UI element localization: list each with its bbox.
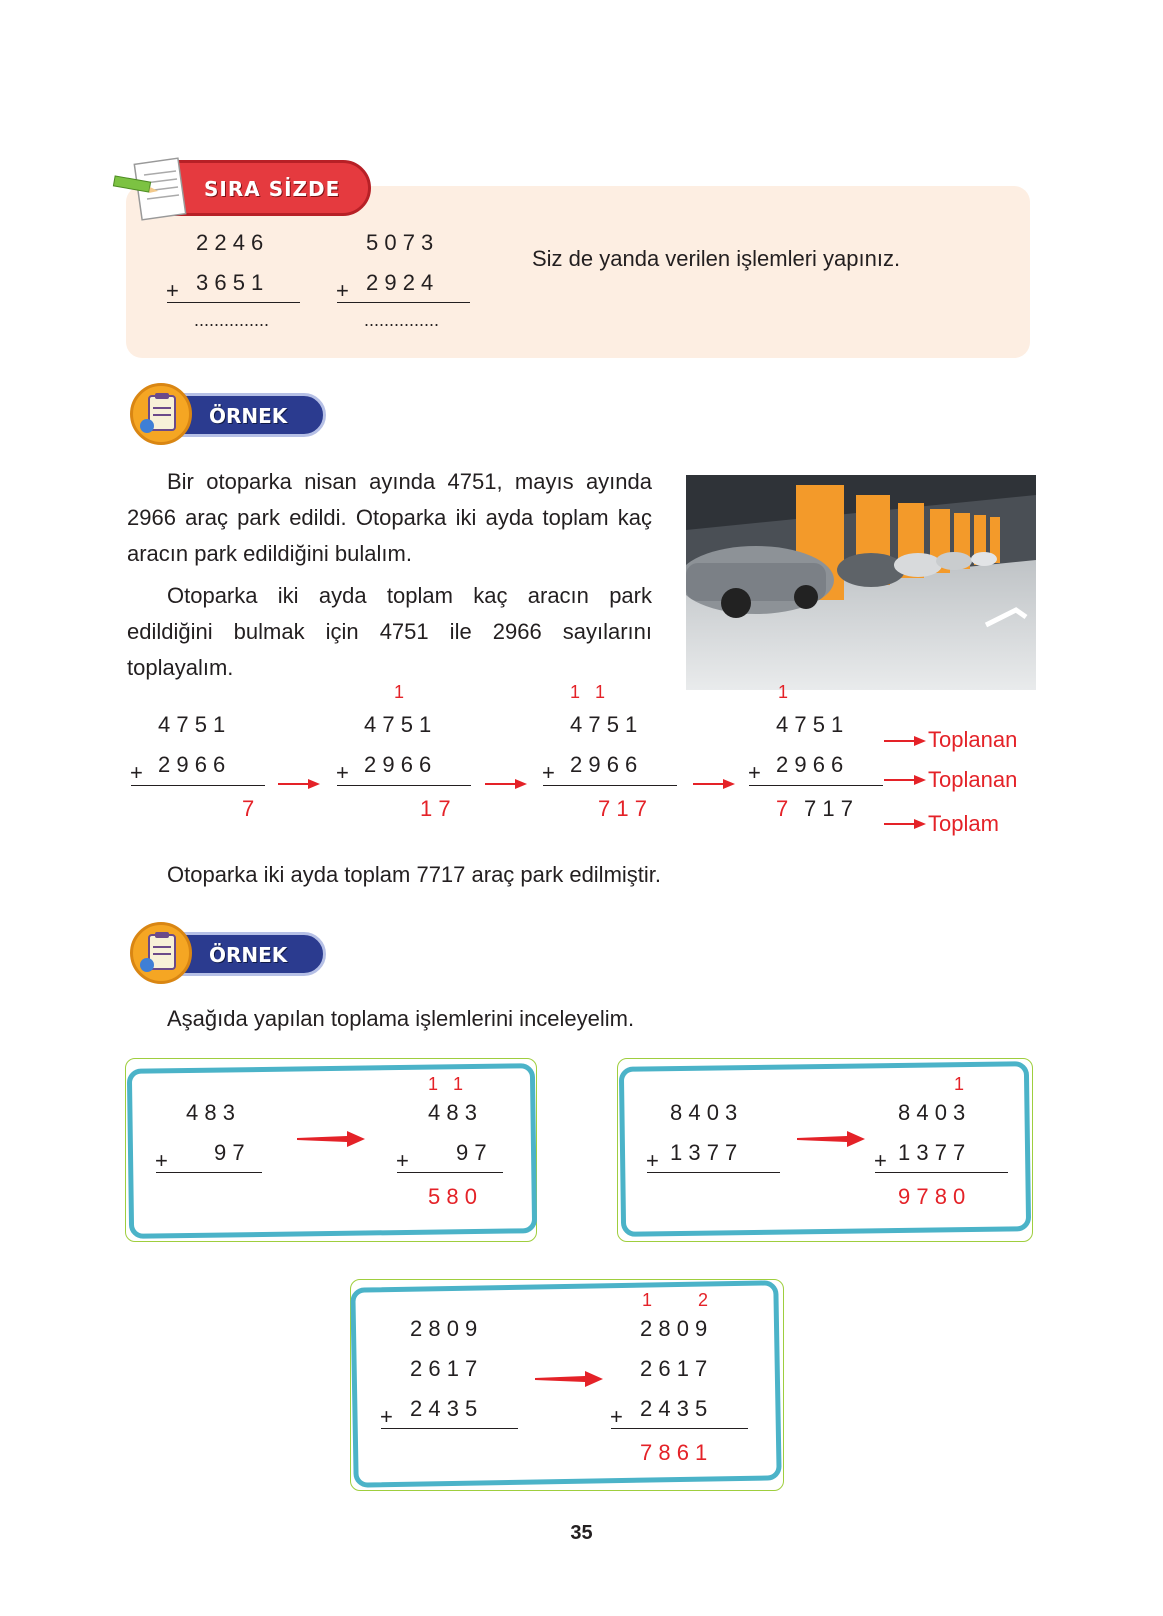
box1-copy-addend-b: 9 7 — [456, 1140, 487, 1165]
step1-addend-a: 4 7 5 1 — [158, 712, 226, 737]
arrow-right-icon — [485, 778, 527, 790]
label-toplam: Toplam — [928, 811, 999, 836]
arrow-right-icon — [884, 735, 926, 747]
box3-copy-addend-b: 2 6 1 7 — [640, 1356, 708, 1381]
box3-plus: + — [380, 1404, 393, 1429]
box3-addend-c: 2 4 3 5 — [410, 1396, 478, 1421]
step4-carry: 1 — [778, 682, 789, 702]
sira-op2-addend-a: 5 0 7 3 — [366, 230, 434, 255]
sira-sizde-title: SIRA SİZDE — [204, 177, 341, 201]
sira-op2-addend-b: 2 9 2 4 — [366, 270, 434, 295]
ornek1-paragraph-2: Otoparka iki ayda toplam kaç aracın park edildiğini bulmak için 4751 ile 2966 sayılarını toplayalım. — [127, 583, 652, 680]
clipboard-icon — [130, 383, 192, 445]
box3-copy-rule — [611, 1428, 748, 1429]
step2-addend-b: 2 9 6 6 — [364, 752, 432, 777]
step1-plus: + — [130, 760, 143, 785]
clipboard-icon — [130, 922, 192, 984]
label-toplanan-2: Toplanan — [928, 767, 1018, 792]
ornek-badge-1-label: ÖRNEK — [209, 404, 288, 428]
ornek2-intro: Aşağıda yapılan toplama işlemlerini inceleyelim. — [167, 1006, 635, 1031]
box1-rule — [156, 1172, 262, 1173]
box1-addend-a: 4 8 3 — [186, 1100, 235, 1125]
step1-rule — [131, 785, 265, 786]
box1-carry: 1 1 — [428, 1074, 464, 1094]
box3-carry-2: 2 — [698, 1290, 709, 1310]
step4-result-rest: 7 1 7 — [804, 796, 853, 821]
step3-addend-a: 4 7 5 1 — [570, 712, 638, 737]
sira-op2-answer-blank: ............... — [364, 310, 440, 330]
arrow-right-icon — [884, 774, 926, 786]
arrow-right-icon — [535, 1370, 603, 1388]
step2-addend-a: 4 7 5 1 — [364, 712, 432, 737]
box3-copy-addend-c: 2 4 3 5 — [640, 1396, 708, 1421]
box3-result: 7 8 6 1 — [640, 1440, 708, 1465]
page-number: 35 — [570, 1522, 593, 1544]
step2-rule — [337, 785, 471, 786]
box1-copy-rule — [397, 1172, 503, 1173]
arrow-right-icon — [797, 1130, 865, 1148]
box2-rule — [647, 1172, 780, 1173]
box3-addend-b: 2 6 1 7 — [410, 1356, 478, 1381]
box3-copy-addend-a: 2 8 0 9 — [640, 1316, 708, 1341]
step2-carry: 1 — [394, 682, 405, 702]
box1-addend-b: 9 7 — [214, 1140, 245, 1165]
step3-plus: + — [542, 760, 555, 785]
arrow-right-icon — [884, 818, 926, 830]
box2-addend-a: 8 4 0 3 — [670, 1100, 738, 1125]
sira-op1-plus: + — [166, 278, 179, 303]
ornek-badge-2-label: ÖRNEK — [209, 943, 288, 967]
sira-op1-answer-blank: ............... — [194, 310, 270, 330]
box2-copy-plus: + — [874, 1148, 887, 1173]
sira-op1-addend-b: 3 6 5 1 — [196, 270, 264, 295]
step4-addend-a: 4 7 5 1 — [776, 712, 844, 737]
step4-plus: + — [748, 760, 761, 785]
step3-carry: 1 1 — [570, 682, 606, 702]
ornek1-conclusion: Otoparka iki ayda toplam 7717 araç park edilmiştir. — [167, 862, 662, 887]
step1-result: 7 — [242, 796, 255, 821]
ornek1-paragraph-1: Bir otoparka nisan ayında 4751, mayıs ayında 2966 araç park edildi. Otoparka iki ayda toplam kaç aracın park edildiğini bulalım. — [127, 469, 652, 566]
step4-result-thousands: 7 — [776, 796, 789, 821]
parking-garage-photo — [686, 475, 1036, 690]
arrow-right-icon — [278, 778, 320, 790]
box2-copy-addend-a: 8 4 0 3 — [898, 1100, 966, 1125]
step1-addend-b: 2 9 6 6 — [158, 752, 226, 777]
box3-addend-a: 2 8 0 9 — [410, 1316, 478, 1341]
box2-result: 9 7 8 0 — [898, 1184, 966, 1209]
box1-copy-plus: + — [396, 1148, 409, 1173]
box1-result: 5 8 0 — [428, 1184, 477, 1209]
step3-result: 7 1 7 — [598, 796, 647, 821]
box2-copy-rule — [875, 1172, 1008, 1173]
sira-op2-rule — [337, 302, 470, 303]
box2-plus: + — [646, 1148, 659, 1173]
sira-sizde-instruction: Siz de yanda verilen işlemleri yapınız. — [532, 246, 901, 271]
step4-addend-b: 2 9 6 6 — [776, 752, 844, 777]
step3-rule — [543, 785, 677, 786]
box2-addend-b: 1 3 7 7 — [670, 1140, 738, 1165]
arrow-right-icon — [297, 1130, 365, 1148]
box2-carry: 1 — [954, 1074, 965, 1094]
box3-rule — [381, 1428, 518, 1429]
box1-copy-addend-a: 4 8 3 — [428, 1100, 477, 1125]
step4-rule — [749, 785, 883, 786]
box2-copy-addend-b: 1 3 7 7 — [898, 1140, 966, 1165]
step2-plus: + — [336, 760, 349, 785]
box3-copy-plus: + — [610, 1404, 623, 1429]
box1-plus: + — [155, 1148, 168, 1173]
sira-op1-addend-a: 2 2 4 6 — [196, 230, 264, 255]
box3-carry-1: 1 — [642, 1290, 653, 1310]
arrow-right-icon — [693, 778, 735, 790]
step2-result: 1 7 — [420, 796, 451, 821]
step3-addend-b: 2 9 6 6 — [570, 752, 638, 777]
ornek-badge-2 — [130, 922, 330, 984]
sira-op1-rule — [167, 302, 300, 303]
ornek-badge-1 — [130, 383, 330, 445]
sira-op2-plus: + — [336, 278, 349, 303]
notepad-pencil-icon — [112, 157, 192, 223]
label-toplanan-1: Toplanan — [928, 727, 1018, 752]
